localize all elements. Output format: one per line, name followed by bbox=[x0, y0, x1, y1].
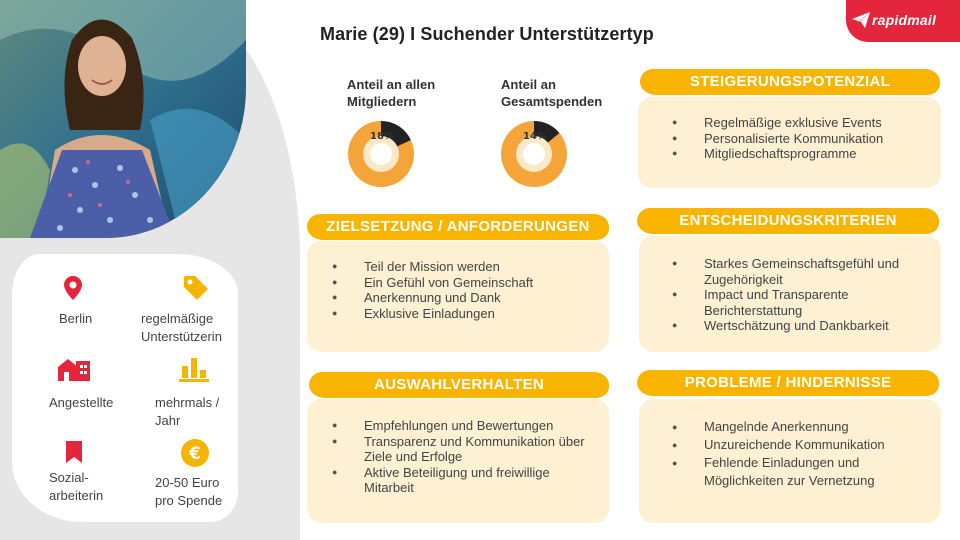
donut-chart-donations bbox=[500, 120, 568, 188]
profile-donation-amount: 20-50 Euro pro Spende bbox=[155, 475, 223, 508]
rapidmail-logo bbox=[846, 0, 960, 42]
profile-donation-frequency: mehrmals / Jahr bbox=[155, 395, 220, 428]
tag-icon bbox=[183, 275, 209, 301]
list-item: ● Teil der Mission werden bbox=[330, 259, 600, 275]
bar-chart-icon bbox=[179, 356, 209, 382]
list-item: ● Fehlende Einladungen und Möglichkeiten zur Vernetzung bbox=[670, 454, 932, 490]
list-item: ● Empfehlungen und Bewertungen bbox=[330, 418, 600, 434]
list-item: ● Ein Gefühl von Gemeinschaft bbox=[330, 275, 600, 291]
section-list-auswahlverhalten bbox=[330, 418, 600, 496]
section-list-steigerungspotenzial bbox=[670, 115, 935, 162]
stat-label-donations: Anteil an Gesamtspenden bbox=[501, 77, 603, 109]
section-title-steigerungspotenzial: STEIGERUNGSPOTENZIAL bbox=[640, 69, 940, 95]
stat-label-members: Anteil an allen Mitgliedern bbox=[347, 77, 436, 109]
donut-chart-members bbox=[347, 120, 415, 188]
home-icon bbox=[58, 357, 90, 381]
paper-plane-icon bbox=[852, 12, 870, 28]
profile-profession: Sozial-arbeiterin bbox=[49, 470, 104, 503]
list-item: ● Exklusive Einladungen bbox=[330, 306, 600, 322]
list-item: ● Mitgliedschaftsprogramme bbox=[670, 146, 935, 162]
section-title-zielsetzung: ZIELSETZUNG / ANFORDERUNGEN bbox=[307, 214, 609, 240]
bookmark-icon bbox=[65, 441, 83, 463]
list-item: ● Personalisierte Kommunikation bbox=[670, 131, 935, 147]
section-title-probleme: PROBLEME / HINDERNISSE bbox=[637, 370, 939, 396]
location-pin-icon bbox=[64, 276, 82, 300]
logo-text: rapidmail bbox=[872, 12, 937, 28]
svg-text:€: € bbox=[189, 444, 201, 464]
profile-supporter-type: regelmäßige Unterstützerin bbox=[141, 311, 222, 344]
section-title-auswahlverhalten: AUSWAHLVERHALTEN bbox=[309, 372, 609, 398]
euro-coin-icon bbox=[181, 439, 209, 467]
list-item: ● Impact und Transparente Berichterstattung bbox=[670, 287, 932, 318]
section-list-probleme bbox=[670, 418, 932, 490]
list-item: ● Wertschätzung und Dankbarkeit bbox=[670, 318, 932, 334]
page-title: Marie (29) I Suchender Unterstützertyp bbox=[320, 24, 654, 44]
donut-value-label: 18% bbox=[370, 131, 394, 142]
list-item: ● Transparenz und Kommunikation über Ziele und Erfolge bbox=[330, 434, 600, 465]
section-list-entscheidungskriterien bbox=[670, 256, 932, 334]
list-item: ● Starkes Gemeinschaftsgefühl und Zugehörigkeit bbox=[670, 256, 932, 287]
list-item: ● Aktive Beteiligung und freiwillige Mitarbeit bbox=[330, 465, 600, 496]
donut-center bbox=[523, 143, 545, 165]
list-item: ● Regelmäßige exklusive Events bbox=[670, 115, 935, 131]
donut-center bbox=[370, 143, 392, 165]
profile-location: Berlin bbox=[59, 311, 93, 326]
list-item: ● Anerkennung und Dank bbox=[330, 290, 600, 306]
list-item: ● Mangelnde Anerkennung bbox=[670, 418, 932, 436]
section-list-zielsetzung bbox=[330, 259, 600, 321]
profile-occupation-status: Angestellte bbox=[49, 395, 114, 410]
section-title-entscheidungskriterien: ENTSCHEIDUNGSKRITERIEN bbox=[637, 208, 939, 234]
donut-value-label: 14% bbox=[523, 131, 547, 142]
list-item: ● Unzureichende Kommunikation bbox=[670, 436, 932, 454]
